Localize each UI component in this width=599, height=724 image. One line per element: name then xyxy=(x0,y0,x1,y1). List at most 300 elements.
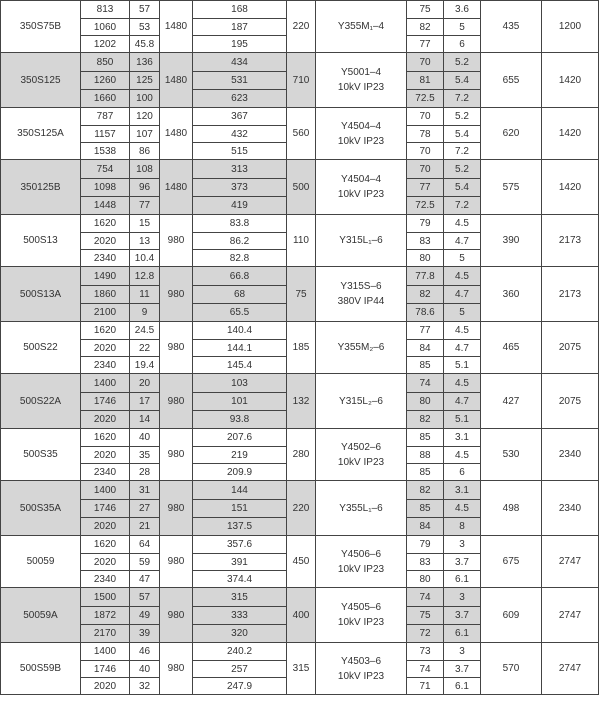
flow-cell: 2340 xyxy=(81,357,130,374)
impeller-cell: 620 xyxy=(481,108,542,160)
weight-cell: 2173 xyxy=(542,267,599,322)
motor-cell xyxy=(316,108,407,160)
weight-cell: 2747 xyxy=(542,536,599,588)
model-cell: 500S13A xyxy=(1,267,81,322)
table-body xyxy=(1,1,599,695)
npsh-cell: 7.2 xyxy=(444,197,481,215)
head-cell: 47 xyxy=(130,571,160,588)
shaft-power-cell: 240.2 xyxy=(193,643,287,661)
npsh-cell: 4.7 xyxy=(444,286,481,304)
npsh-cell: 5 xyxy=(444,250,481,267)
head-cell: 32 xyxy=(130,678,160,695)
flow-cell: 2020 xyxy=(81,554,130,571)
motor-cell xyxy=(316,215,407,267)
shaft-power-cell: 82.8 xyxy=(193,250,287,267)
motor-line: 10kV IP23 xyxy=(337,563,385,575)
npsh-cell: 6.1 xyxy=(444,625,481,643)
table-row xyxy=(1,374,599,393)
head-cell: 12.8 xyxy=(130,267,160,286)
motor-line: Y4505–6 xyxy=(340,602,382,613)
shaft-power-cell: 432 xyxy=(193,126,287,143)
impeller-cell: 427 xyxy=(481,374,542,429)
shaft-power-cell: 367 xyxy=(193,108,287,126)
npsh-cell: 3.1 xyxy=(444,481,481,500)
model-cell: 50059A xyxy=(1,588,81,643)
flow-cell: 1490 xyxy=(81,267,130,286)
table-row xyxy=(1,108,599,126)
efficiency-cell: 72 xyxy=(407,625,444,643)
motor-line: Y355M₂–6 xyxy=(337,342,385,353)
motor-power-cell: 185 xyxy=(287,322,316,374)
motor-power-cell: 220 xyxy=(287,481,316,536)
impeller-cell: 609 xyxy=(481,588,542,643)
head-cell: 27 xyxy=(130,500,160,518)
head-cell: 107 xyxy=(130,126,160,143)
flow-cell: 1620 xyxy=(81,536,130,554)
flow-cell: 1746 xyxy=(81,393,130,411)
efficiency-cell: 84 xyxy=(407,518,444,536)
head-cell: 96 xyxy=(130,179,160,197)
motor-line: Y315L₂–6 xyxy=(339,395,383,407)
speed-cell: 980 xyxy=(160,429,193,481)
npsh-cell: 3.7 xyxy=(444,554,481,571)
efficiency-cell: 71 xyxy=(407,678,444,695)
head-cell: 15 xyxy=(130,215,160,233)
shaft-power-cell: 168 xyxy=(193,1,287,19)
speed-cell: 980 xyxy=(160,322,193,374)
npsh-cell: 5 xyxy=(444,304,481,322)
speed-cell: 980 xyxy=(160,215,193,267)
speed-cell: 1480 xyxy=(160,160,193,215)
speed-cell: 980 xyxy=(160,481,193,536)
head-cell: 108 xyxy=(130,160,160,179)
motor-cell xyxy=(316,643,407,695)
motor-line: Y5001–4 xyxy=(340,67,382,78)
head-cell: 45.8 xyxy=(130,36,160,53)
efficiency-cell: 80 xyxy=(407,393,444,411)
flow-cell: 1400 xyxy=(81,374,130,393)
flow-cell: 1872 xyxy=(81,607,130,625)
efficiency-cell: 80 xyxy=(407,571,444,588)
shaft-power-cell: 151 xyxy=(193,500,287,518)
npsh-cell: 5.2 xyxy=(444,160,481,179)
motor-power-cell: 132 xyxy=(287,374,316,429)
head-cell: 24.5 xyxy=(130,322,160,340)
head-cell: 100 xyxy=(130,90,160,108)
table-row xyxy=(1,322,599,340)
flow-cell: 1448 xyxy=(81,197,130,215)
motor-cell xyxy=(316,481,407,536)
motor-power-cell: 560 xyxy=(287,108,316,160)
npsh-cell: 4.5 xyxy=(444,267,481,286)
npsh-cell: 5.4 xyxy=(444,126,481,143)
head-cell: 46 xyxy=(130,643,160,661)
head-cell: 13 xyxy=(130,233,160,250)
head-cell: 21 xyxy=(130,518,160,536)
shaft-power-cell: 257 xyxy=(193,661,287,678)
efficiency-cell: 84 xyxy=(407,340,444,357)
efficiency-cell: 70 xyxy=(407,143,444,160)
motor-line: Y4502–6 xyxy=(340,441,382,453)
table-row xyxy=(1,481,599,500)
speed-cell: 980 xyxy=(160,267,193,322)
efficiency-cell: 77 xyxy=(407,179,444,197)
head-cell: 19.4 xyxy=(130,357,160,374)
impeller-cell: 575 xyxy=(481,160,542,215)
shaft-power-cell: 144.1 xyxy=(193,340,287,357)
motor-line: 10kV IP23 xyxy=(337,189,385,200)
impeller-cell: 360 xyxy=(481,267,542,322)
impeller-cell: 390 xyxy=(481,215,542,267)
efficiency-cell: 78 xyxy=(407,126,444,143)
impeller-cell: 570 xyxy=(481,643,542,695)
npsh-cell: 6.1 xyxy=(444,571,481,588)
head-cell: 22 xyxy=(130,340,160,357)
npsh-cell: 6 xyxy=(444,36,481,53)
head-cell: 40 xyxy=(130,429,160,447)
npsh-cell: 5.1 xyxy=(444,357,481,374)
npsh-cell: 4.5 xyxy=(444,447,481,464)
model-cell: 350S125A xyxy=(1,108,81,160)
efficiency-cell: 85 xyxy=(407,464,444,481)
impeller-cell: 435 xyxy=(481,1,542,53)
model-cell: 350S75B xyxy=(1,1,81,53)
efficiency-cell: 85 xyxy=(407,357,444,374)
motor-line: Y315L₁–6 xyxy=(339,235,383,246)
shaft-power-cell: 93.8 xyxy=(193,411,287,429)
shaft-power-cell: 195 xyxy=(193,36,287,53)
weight-cell: 1420 xyxy=(542,160,599,215)
efficiency-cell: 77 xyxy=(407,322,444,340)
shaft-power-cell: 374.4 xyxy=(193,571,287,588)
table-row xyxy=(1,267,599,286)
flow-cell: 2170 xyxy=(81,625,130,643)
npsh-cell: 7.2 xyxy=(444,90,481,108)
motor-line: Y355M₁–4 xyxy=(337,21,385,32)
efficiency-cell: 70 xyxy=(407,108,444,126)
npsh-cell: 5.1 xyxy=(444,411,481,429)
efficiency-cell: 79 xyxy=(407,536,444,554)
efficiency-cell: 82 xyxy=(407,411,444,429)
head-cell: 125 xyxy=(130,72,160,90)
shaft-power-cell: 320 xyxy=(193,625,287,643)
motor-power-cell: 315 xyxy=(287,643,316,695)
speed-cell: 980 xyxy=(160,536,193,588)
motor-line: Y4503–6 xyxy=(340,655,382,667)
head-cell: 40 xyxy=(130,661,160,678)
efficiency-cell: 75 xyxy=(407,1,444,19)
head-cell: 59 xyxy=(130,554,160,571)
efficiency-cell: 81 xyxy=(407,72,444,90)
head-cell: 9 xyxy=(130,304,160,322)
shaft-power-cell: 434 xyxy=(193,53,287,72)
flow-cell: 813 xyxy=(81,1,130,19)
head-cell: 86 xyxy=(130,143,160,160)
flow-cell: 1260 xyxy=(81,72,130,90)
flow-cell: 2340 xyxy=(81,250,130,267)
shaft-power-cell: 65.5 xyxy=(193,304,287,322)
motor-line: 10kV IP23 xyxy=(337,670,385,682)
flow-cell: 2020 xyxy=(81,233,130,250)
flow-cell: 1157 xyxy=(81,126,130,143)
flow-cell: 2340 xyxy=(81,571,130,588)
head-cell: 64 xyxy=(130,536,160,554)
motor-power-cell: 280 xyxy=(287,429,316,481)
table-row xyxy=(1,588,599,607)
efficiency-cell: 82 xyxy=(407,19,444,36)
efficiency-cell: 82 xyxy=(407,481,444,500)
npsh-cell: 7.2 xyxy=(444,143,481,160)
head-cell: 35 xyxy=(130,447,160,464)
npsh-cell: 6 xyxy=(444,464,481,481)
npsh-cell: 5.4 xyxy=(444,179,481,197)
model-cell: 500S35 xyxy=(1,429,81,481)
impeller-cell: 675 xyxy=(481,536,542,588)
head-cell: 10.4 xyxy=(130,250,160,267)
flow-cell: 1620 xyxy=(81,322,130,340)
weight-cell: 2747 xyxy=(542,643,599,695)
head-cell: 31 xyxy=(130,481,160,500)
flow-cell: 2020 xyxy=(81,447,130,464)
shaft-power-cell: 207.6 xyxy=(193,429,287,447)
weight-cell: 2747 xyxy=(542,588,599,643)
speed-cell: 1480 xyxy=(160,53,193,108)
flow-cell: 754 xyxy=(81,160,130,179)
table-row xyxy=(1,215,599,233)
npsh-cell: 3.7 xyxy=(444,661,481,678)
npsh-cell: 4.7 xyxy=(444,233,481,250)
efficiency-cell: 72.5 xyxy=(407,197,444,215)
model-cell: 50059 xyxy=(1,536,81,588)
shaft-power-cell: 145.4 xyxy=(193,357,287,374)
head-cell: 39 xyxy=(130,625,160,643)
flow-cell: 1746 xyxy=(81,661,130,678)
motor-line: 10kV IP23 xyxy=(337,617,385,628)
efficiency-cell: 77 xyxy=(407,36,444,53)
motor-line: 380V IP44 xyxy=(337,296,385,307)
shaft-power-cell: 623 xyxy=(193,90,287,108)
shaft-power-cell: 373 xyxy=(193,179,287,197)
head-cell: 53 xyxy=(130,19,160,36)
table-row xyxy=(1,160,599,179)
head-cell: 28 xyxy=(130,464,160,481)
model-cell: 500S59B xyxy=(1,643,81,695)
shaft-power-cell: 83.8 xyxy=(193,215,287,233)
speed-cell: 980 xyxy=(160,643,193,695)
npsh-cell: 3.6 xyxy=(444,1,481,19)
flow-cell: 1660 xyxy=(81,90,130,108)
head-cell: 11 xyxy=(130,286,160,304)
flow-cell: 1538 xyxy=(81,143,130,160)
model-cell: 350S125 xyxy=(1,53,81,108)
npsh-cell: 4.5 xyxy=(444,374,481,393)
shaft-power-cell: 103 xyxy=(193,374,287,393)
motor-cell xyxy=(316,588,407,643)
efficiency-cell: 74 xyxy=(407,374,444,393)
npsh-cell: 3.7 xyxy=(444,607,481,625)
model-cell: 500S22A xyxy=(1,374,81,429)
npsh-cell: 8 xyxy=(444,518,481,536)
efficiency-cell: 79 xyxy=(407,215,444,233)
efficiency-cell: 85 xyxy=(407,429,444,447)
motor-power-cell: 450 xyxy=(287,536,316,588)
motor-power-cell: 400 xyxy=(287,588,316,643)
efficiency-cell: 77.8 xyxy=(407,267,444,286)
shaft-power-cell: 419 xyxy=(193,197,287,215)
head-cell: 120 xyxy=(130,108,160,126)
model-cell: 500S13 xyxy=(1,215,81,267)
flow-cell: 1060 xyxy=(81,19,130,36)
motor-line: Y4504–4 xyxy=(340,174,382,185)
npsh-cell: 4.5 xyxy=(444,215,481,233)
efficiency-cell: 72.5 xyxy=(407,90,444,108)
motor-cell xyxy=(316,536,407,588)
impeller-cell: 465 xyxy=(481,322,542,374)
shaft-power-cell: 357.6 xyxy=(193,536,287,554)
head-cell: 77 xyxy=(130,197,160,215)
npsh-cell: 3 xyxy=(444,643,481,661)
weight-cell: 2075 xyxy=(542,322,599,374)
efficiency-cell: 83 xyxy=(407,233,444,250)
efficiency-cell: 80 xyxy=(407,250,444,267)
impeller-cell: 530 xyxy=(481,429,542,481)
model-cell: 350125B xyxy=(1,160,81,215)
flow-cell: 1500 xyxy=(81,588,130,607)
flow-cell: 2340 xyxy=(81,464,130,481)
flow-cell: 850 xyxy=(81,53,130,72)
motor-line: Y315S–6 xyxy=(340,281,382,292)
table-row xyxy=(1,643,599,661)
npsh-cell: 3 xyxy=(444,536,481,554)
head-cell: 17 xyxy=(130,393,160,411)
table-row xyxy=(1,53,599,72)
motor-cell xyxy=(316,1,407,53)
shaft-power-cell: 313 xyxy=(193,160,287,179)
npsh-cell: 3.1 xyxy=(444,429,481,447)
flow-cell: 2020 xyxy=(81,518,130,536)
motor-line: Y355L₁–6 xyxy=(339,502,383,514)
npsh-cell: 4.5 xyxy=(444,322,481,340)
flow-cell: 787 xyxy=(81,108,130,126)
shaft-power-cell: 187 xyxy=(193,19,287,36)
efficiency-cell: 78.6 xyxy=(407,304,444,322)
motor-cell xyxy=(316,374,407,429)
motor-cell xyxy=(316,160,407,215)
table-row xyxy=(1,429,599,447)
motor-line: 10kV IP23 xyxy=(337,456,385,468)
npsh-cell: 5.4 xyxy=(444,72,481,90)
head-cell: 57 xyxy=(130,588,160,607)
motor-cell xyxy=(316,322,407,374)
flow-cell: 1400 xyxy=(81,481,130,500)
efficiency-cell: 85 xyxy=(407,500,444,518)
table-row xyxy=(1,1,599,19)
shaft-power-cell: 86.2 xyxy=(193,233,287,250)
shaft-power-cell: 144 xyxy=(193,481,287,500)
flow-cell: 1860 xyxy=(81,286,130,304)
efficiency-cell: 70 xyxy=(407,53,444,72)
flow-cell: 1620 xyxy=(81,429,130,447)
weight-cell: 1200 xyxy=(542,1,599,53)
flow-cell: 2100 xyxy=(81,304,130,322)
head-cell: 57 xyxy=(130,1,160,19)
weight-cell: 1420 xyxy=(542,53,599,108)
shaft-power-cell: 247.9 xyxy=(193,678,287,695)
npsh-cell: 4.7 xyxy=(444,340,481,357)
npsh-cell: 5.2 xyxy=(444,53,481,72)
shaft-power-cell: 137.5 xyxy=(193,518,287,536)
weight-cell: 2340 xyxy=(542,481,599,536)
npsh-cell: 4.7 xyxy=(444,393,481,411)
npsh-cell: 3 xyxy=(444,588,481,607)
motor-line: Y4506–6 xyxy=(340,548,382,560)
motor-cell xyxy=(316,267,407,322)
shaft-power-cell: 101 xyxy=(193,393,287,411)
motor-power-cell: 75 xyxy=(287,267,316,322)
efficiency-cell: 75 xyxy=(407,607,444,625)
efficiency-cell: 88 xyxy=(407,447,444,464)
shaft-power-cell: 66.8 xyxy=(193,267,287,286)
npsh-cell: 5.2 xyxy=(444,108,481,126)
efficiency-cell: 83 xyxy=(407,554,444,571)
flow-cell: 1400 xyxy=(81,643,130,661)
table-row xyxy=(1,536,599,554)
head-cell: 49 xyxy=(130,607,160,625)
motor-power-cell: 110 xyxy=(287,215,316,267)
weight-cell: 2340 xyxy=(542,429,599,481)
efficiency-cell: 70 xyxy=(407,160,444,179)
shaft-power-cell: 219 xyxy=(193,447,287,464)
shaft-power-cell: 531 xyxy=(193,72,287,90)
shaft-power-cell: 140.4 xyxy=(193,322,287,340)
flow-cell: 2020 xyxy=(81,411,130,429)
head-cell: 136 xyxy=(130,53,160,72)
flow-cell: 2020 xyxy=(81,678,130,695)
motor-line: Y4504–4 xyxy=(340,120,382,132)
shaft-power-cell: 515 xyxy=(193,143,287,160)
head-cell: 20 xyxy=(130,374,160,393)
motor-power-cell: 710 xyxy=(287,53,316,108)
weight-cell: 2075 xyxy=(542,374,599,429)
efficiency-cell: 74 xyxy=(407,588,444,607)
flow-cell: 1620 xyxy=(81,215,130,233)
npsh-cell: 6.1 xyxy=(444,678,481,695)
efficiency-cell: 74 xyxy=(407,661,444,678)
shaft-power-cell: 68 xyxy=(193,286,287,304)
model-cell: 500S22 xyxy=(1,322,81,374)
shaft-power-cell: 391 xyxy=(193,554,287,571)
speed-cell: 980 xyxy=(160,374,193,429)
flow-cell: 1746 xyxy=(81,500,130,518)
weight-cell: 1420 xyxy=(542,108,599,160)
motor-line: 10kV IP23 xyxy=(337,135,385,147)
efficiency-cell: 73 xyxy=(407,643,444,661)
shaft-power-cell: 209.9 xyxy=(193,464,287,481)
motor-cell xyxy=(316,429,407,481)
motor-line: 10kV IP23 xyxy=(337,82,385,93)
flow-cell: 2020 xyxy=(81,340,130,357)
weight-cell: 2173 xyxy=(542,215,599,267)
flow-cell: 1202 xyxy=(81,36,130,53)
motor-power-cell: 500 xyxy=(287,160,316,215)
efficiency-cell: 82 xyxy=(407,286,444,304)
impeller-cell: 498 xyxy=(481,481,542,536)
npsh-cell: 5 xyxy=(444,19,481,36)
model-cell: 500S35A xyxy=(1,481,81,536)
impeller-cell: 655 xyxy=(481,53,542,108)
npsh-cell: 4.5 xyxy=(444,500,481,518)
motor-power-cell: 220 xyxy=(287,1,316,53)
